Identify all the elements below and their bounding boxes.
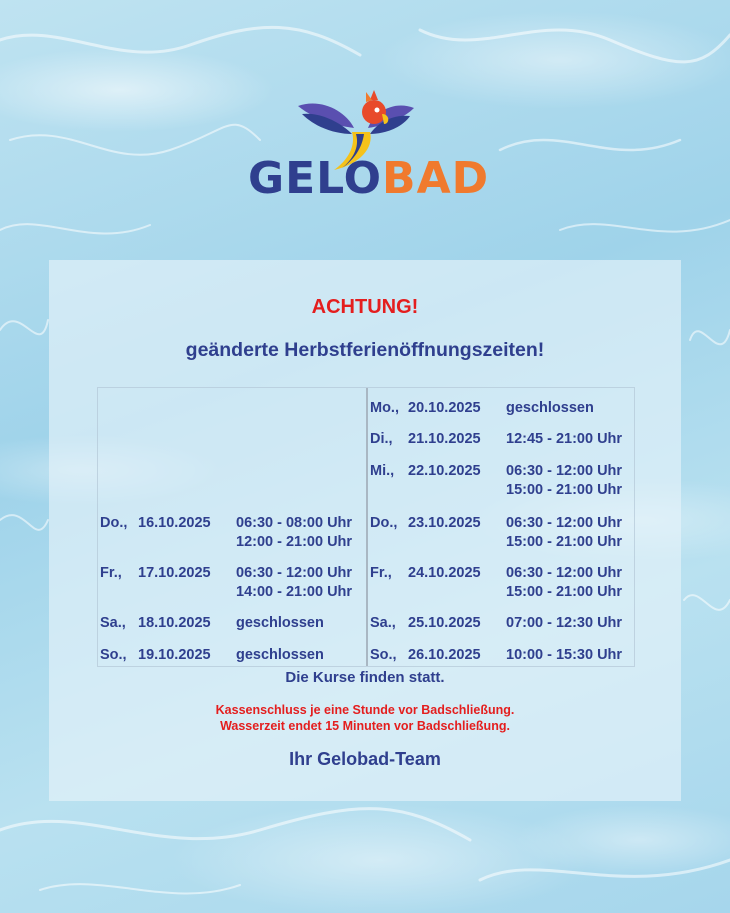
gelobad-logo: [240, 88, 490, 206]
date: 16.10.2025: [138, 515, 211, 531]
time-slot: 12:00 - 21:00 Uhr: [236, 534, 353, 550]
date: 20.10.2025: [408, 400, 481, 416]
opening-times: [506, 514, 622, 552]
weekday: Sa.,: [100, 615, 126, 631]
time-slot: 10:00 - 15:30 Uhr: [506, 647, 623, 663]
courses-note: Die Kurse finden statt.: [285, 669, 445, 686]
opening-times: [236, 614, 324, 633]
date: 17.10.2025: [138, 565, 211, 581]
weekday: So.,: [100, 647, 127, 663]
team-signature: Ihr Gelobad-Team: [289, 749, 441, 769]
time-slot: 15:00 - 21:00 Uhr: [506, 534, 623, 550]
time-slot: 06:30 - 12:00 Uhr: [236, 565, 353, 581]
water-time-note: Wasserzeit endet 15 Minuten vor Badschließung.: [220, 719, 510, 733]
date: 19.10.2025: [138, 647, 211, 663]
time-slot: 06:30 - 12:00 Uhr: [506, 515, 623, 531]
opening-times: [236, 514, 352, 552]
time-slot: geschlossen: [236, 647, 324, 663]
time-slot: 12:45 - 21:00 Uhr: [506, 431, 623, 447]
weekday: Sa.,: [370, 615, 396, 631]
opening-times: [506, 462, 622, 500]
notice-panel: [49, 260, 681, 801]
date: 23.10.2025: [408, 515, 481, 531]
opening-times: [506, 614, 622, 633]
column-divider: [366, 388, 368, 666]
time-slot: 06:30 - 08:00 Uhr: [236, 515, 353, 531]
time-slot: 06:30 - 12:00 Uhr: [506, 565, 623, 581]
date: 25.10.2025: [408, 615, 481, 631]
opening-times: [236, 564, 352, 602]
opening-times: [506, 646, 622, 665]
attention-heading: ACHTUNG!: [311, 296, 419, 318]
opening-times: [236, 646, 324, 665]
weekday: Fr.,: [370, 565, 392, 581]
logo-wordmark: GELOBAD: [248, 153, 490, 204]
weekday: Do.,: [370, 515, 398, 531]
opening-times: [506, 564, 622, 602]
page-title: geänderte Herbstferienöffnungszeiten!: [185, 339, 545, 361]
date: 24.10.2025: [408, 565, 481, 581]
time-slot: 15:00 - 21:00 Uhr: [506, 584, 623, 600]
opening-times: [506, 399, 594, 418]
weekday: So.,: [370, 647, 397, 663]
schedule-table: [97, 387, 635, 667]
weekday: Mo.,: [370, 400, 399, 416]
cash-desk-note: Kassenschluss je eine Stunde vor Badschließung.: [215, 703, 515, 717]
weekday: Di.,: [370, 431, 393, 447]
date: 26.10.2025: [408, 647, 481, 663]
date: 18.10.2025: [138, 615, 211, 631]
time-slot: 14:00 - 21:00 Uhr: [236, 584, 353, 600]
opening-times: [506, 430, 622, 449]
time-slot: geschlossen: [506, 400, 594, 416]
date: 22.10.2025: [408, 463, 481, 479]
time-slot: geschlossen: [236, 615, 324, 631]
time-slot: 15:00 - 21:00 Uhr: [506, 482, 623, 498]
time-slot: 07:00 - 12:30 Uhr: [506, 615, 623, 631]
weekday: Do.,: [100, 515, 128, 531]
weekday: Fr.,: [100, 565, 122, 581]
weekday: Mi.,: [370, 463, 395, 479]
date: 21.10.2025: [408, 431, 481, 447]
time-slot: 06:30 - 12:00 Uhr: [506, 463, 623, 479]
